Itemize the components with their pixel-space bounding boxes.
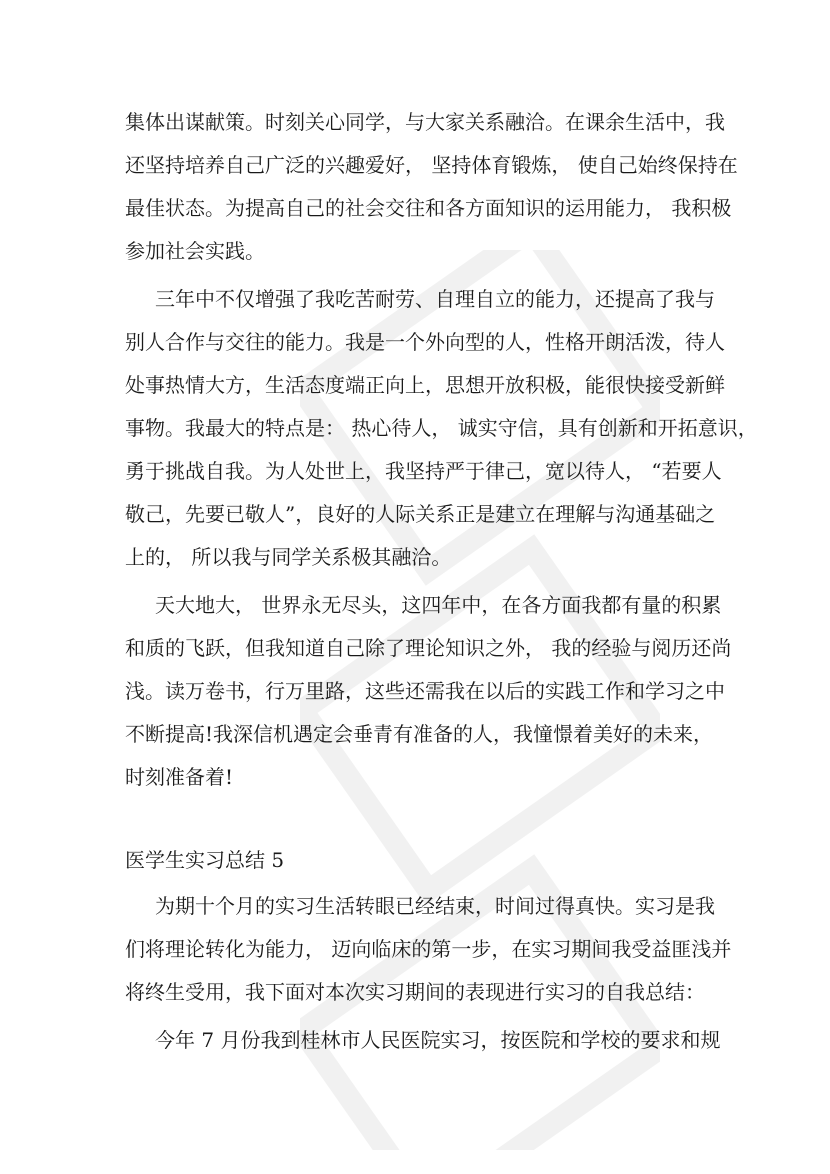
paragraph-line: 们将理论转化为能力， 迈向临床的第一步，在实习期间我受益匪浅并 [125, 937, 732, 961]
section-title: 医学生实习总结 5 [125, 848, 285, 872]
paragraph-line: 勇于挑战自我。为人处世上，我坚持严于律己，宽以待人， “若要人 [125, 459, 722, 483]
paragraph-line: 最佳状态。为提高自己的社会交往和各方面知识的运用能力， 我积极 [125, 196, 732, 220]
paragraph-line: 参加社会实践。 [125, 239, 265, 263]
paragraph-line: 别人合作与交往的能力。我是一个外向型的人，性格开朗活泼，待人 [125, 330, 725, 354]
paragraph-line: 时刻准备着! [125, 765, 234, 789]
paragraph-line: 天大地大， 世界永无尽头，这四年中，在各方面我都有量的积累 [155, 593, 722, 617]
paragraph-line: 处事热情大方，生活态度端正向上，思想开放积极，能很快接受新鲜 [125, 373, 725, 397]
paragraph-line: 为期十个月的实习生活转眼已经结束，时间过得真快。实习是我 [155, 894, 715, 918]
paragraph-line: 和质的飞跃，但我知道自己除了理论知识之外， 我的经验与阅历还尚 [125, 636, 732, 660]
paragraph-line: 还坚持培养自己广泛的兴趣爱好， 坚持体育锻炼， 使自己始终保持在 [125, 153, 738, 177]
paragraph-line: 三年中不仅增强了我吃苦耐劳、自理自立的能力，还提高了我与 [155, 287, 715, 311]
paragraph-line: 将终生受用，我下面对本次实习期间的表现进行实习的自我总结： [125, 980, 705, 1004]
paragraph-line: 不断提高!我深信机遇定会垂青有准备的人，我憧憬着美好的未来， [125, 722, 714, 746]
paragraph-line: 事物。我最大的特点是： 热心待人， 诚实守信，具有创新和开拓意识， [125, 416, 758, 440]
paragraph-line: 集体出谋献策。时刻关心同学，与大家关系融洽。在课余生活中，我 [125, 110, 725, 134]
paragraph-line: 今年 7 月份我到桂林市人民医院实习，按医院和学校的要求和规 [155, 1028, 721, 1052]
paragraph-line: 敬己，先要已敬人”，良好的人际关系正是建立在理解与沟通基础之 [125, 502, 716, 526]
paragraph-line: 上的， 所以我与同学关系极其融洽。 [125, 545, 452, 569]
paragraph-line: 浅。读万卷书，行万里路，这些还需我在以后的实践工作和学习之中 [125, 679, 725, 703]
